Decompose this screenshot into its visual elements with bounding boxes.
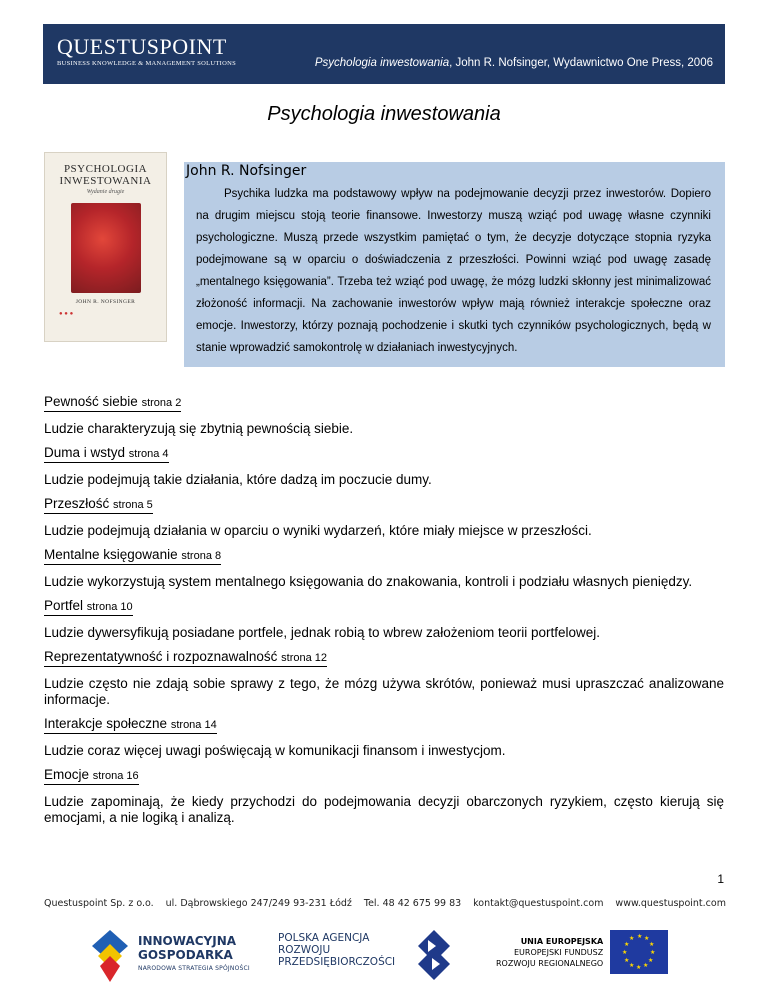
chapter-summary: Ludzie podejmują takie działania, które dadzą im poczucie dumy. (44, 472, 432, 487)
chapter-heading-underlined (44, 716, 217, 734)
chapter-item (44, 598, 724, 641)
parp-logo (278, 932, 395, 992)
parp-arrows-icon (414, 926, 454, 986)
chapter-title: Emocje (44, 767, 90, 782)
chapter-summary: Ludzie podejmują działania w oparciu o wyniki wydarzeń, które miały miejsce w przeszłości. (44, 523, 592, 538)
chapter-heading (44, 547, 724, 566)
chapter-heading-underlined (44, 649, 327, 667)
chapter-item (44, 394, 724, 437)
footer-contact (44, 898, 726, 909)
chapter-page: strona 16 (92, 770, 139, 782)
chapter-summary: Ludzie często nie zdają sobie sprawy z tego, że mózg używa skrótów, ponieważ musi upraszczać analizowane informacje. (44, 676, 724, 707)
svg-text:★: ★ (624, 957, 630, 964)
chapter-page: strona 10 (86, 601, 133, 613)
cover-author: JOHN R. NOFSINGER (75, 299, 136, 305)
chapter-heading (44, 598, 724, 617)
svg-text:★: ★ (643, 962, 649, 969)
chapter-list (44, 394, 724, 834)
chapter-heading (44, 649, 724, 668)
footer-address: ul. Dąbrowskiego 247/249 93-231 Łódź (165, 898, 352, 909)
eu-flag-icon (610, 930, 668, 974)
chapter-page: strona 5 (113, 499, 153, 511)
svg-text:★: ★ (629, 962, 635, 969)
chapter-summary: Ludzie wykorzystują system mentalnego księgowania do znakowania, kontroli i podziału własnych pieniędzy. (44, 574, 693, 589)
chapter-heading (44, 445, 724, 464)
chapter-page: strona 14 (170, 719, 217, 731)
chapter-item (44, 767, 724, 826)
chapter-item (44, 649, 724, 708)
ig-line1: INNOWACYJNA (138, 934, 237, 948)
chapter-heading (44, 767, 724, 786)
abstract-box (184, 162, 725, 367)
svg-text:★: ★ (650, 949, 656, 956)
chapter-item (44, 716, 724, 759)
chapter-page: strona 12 (281, 652, 328, 664)
book-cover-image (44, 152, 167, 342)
page-title: Psychologia inwestowania (267, 103, 501, 125)
svg-text:★: ★ (624, 941, 630, 948)
cover-artwork (71, 203, 141, 293)
svg-text:★: ★ (649, 941, 655, 948)
chapter-heading-underlined (44, 445, 169, 463)
cover-title-line1: PSYCHOLOGIA (63, 163, 148, 175)
chapter-summary: Ludzie charakteryzują się zbytnią pewnością siebie. (44, 421, 354, 436)
svg-text:★: ★ (629, 935, 635, 942)
logo-tagline: BUSINESS KNOWLEDGE & MANAGEMENT SOLUTIONS (57, 60, 237, 67)
eu-fund-logo (496, 936, 603, 996)
ue-line2: EUROPEJSKI FUNDUSZ (513, 948, 604, 957)
chapter-heading-underlined (44, 767, 139, 785)
chapter-heading (44, 716, 724, 735)
footer-website[interactable]: www.questuspoint.com (615, 898, 726, 909)
svg-text:★: ★ (637, 933, 643, 940)
questuspoint-logo[interactable] (57, 36, 236, 67)
innovative-economy-icon (88, 926, 130, 986)
chapter-summary: Ludzie coraz więcej uwagi poświęcają w komunikacji finansom i inwestycjom. (44, 743, 506, 758)
chapter-page: strona 4 (128, 448, 169, 460)
footer-email[interactable]: kontakt@questuspoint.com (473, 898, 604, 909)
ue-line3: ROZWOJU REGIONALNEGO (496, 959, 604, 968)
innovative-economy-logo (138, 934, 250, 994)
chapter-heading-underlined (44, 547, 221, 565)
svg-text:★: ★ (644, 935, 650, 942)
footer-phone: Tel. 48 42 675 99 83 (363, 898, 462, 909)
svg-text:★: ★ (622, 949, 628, 956)
chapter-title: Reprezentatywność i rozpoznawalność (44, 649, 278, 664)
ue-line1: UNIA EUROPEJSKA (520, 937, 604, 946)
ig-line3: NARODOWA STRATEGIA SPÓJNOŚCI (138, 965, 250, 972)
header-citation (315, 57, 713, 69)
chapter-heading-underlined (44, 598, 133, 616)
footer-company: Questuspoint Sp. z o.o. (44, 898, 154, 909)
chapter-item (44, 547, 724, 590)
cover-title-line2: INWESTOWANIA (59, 175, 152, 187)
chapter-title: Pewność siebie (44, 394, 138, 409)
chapter-heading-underlined (44, 496, 153, 514)
logo-wordmark: QUESTUSPOINT (57, 34, 227, 59)
page-number: 1 (717, 872, 724, 886)
header-banner (43, 24, 725, 84)
cover-edition: Wydanie drugie (86, 189, 125, 195)
header-book-title: Psychologia inwestowania (314, 57, 450, 69)
abstract-text: Psychika ludzka ma podstawowy wpływ na podejmowanie decyzji przez inwestorów. Dopiero na drugim miejscu stoją teorie finansowe. Inwestorzy muszą wziąć pod uwagę własne czynniki psychologiczne. Muszą przede wszystkim pamiętać o tym, że decyzje dotyczące stopnia ryzyka podejmowane są w oparciu o doświadczenia z przeszłości. Powinni wziąć pod uwagę zasadę „mentalnego księgowania”. Trzeba też wziąć pod uwagę, że mózg ludzki skłonny jest minimalizować złożoność informacji. Na zachowanie inwestorów wpływ mają również interakcje społeczne oraz emocje. Inwestorzy, którzy poznają pochodzenie i skutki tych czynników psychologicznych, będą w stanie wprowadzić samokontrolę w działaniach inwestycyjnych. (196, 188, 711, 354)
chapter-item (44, 445, 724, 488)
chapter-title: Duma i wstyd (44, 445, 126, 460)
chapter-title: Interakcje społeczne (44, 716, 168, 731)
svg-text:★: ★ (636, 964, 642, 971)
chapter-title: Przeszłość (44, 496, 110, 511)
chapter-summary: Ludzie dywersyfikują posiadane portfele, jednak robią to wbrew założeniom teorii portfelowej. (44, 625, 601, 640)
chapter-item (44, 496, 724, 539)
chapter-page: strona 2 (141, 397, 182, 409)
chapter-heading (44, 394, 724, 413)
publisher-mark-icon: ● ● ● (59, 311, 74, 317)
chapter-title: Mentalne księgowanie (44, 547, 178, 562)
header-book-details: , John R. Nofsinger, Wydawnictwo One Press, 2006 (449, 57, 713, 69)
chapter-heading-underlined (44, 394, 181, 412)
chapter-heading (44, 496, 724, 515)
sponsor-logos (88, 926, 688, 986)
chapter-page: strona 8 (181, 550, 222, 562)
svg-text:★: ★ (648, 957, 654, 964)
ig-line2: GOSPODARKA (138, 948, 233, 962)
parp-line1: POLSKA AGENCJA (278, 932, 370, 944)
author-name: John R. Nofsinger (186, 163, 307, 179)
parp-line3: PRZEDSIĘBIORCZOŚCI (278, 956, 396, 968)
chapter-summary: Ludzie zapominają, że kiedy przychodzi do podejmowania decyzji obarczonych ryzykiem, często kierują się emocjami, a nie logiką i analizą. (44, 794, 724, 825)
parp-line2: ROZWOJU (278, 944, 331, 956)
chapter-title: Portfel (44, 598, 84, 613)
